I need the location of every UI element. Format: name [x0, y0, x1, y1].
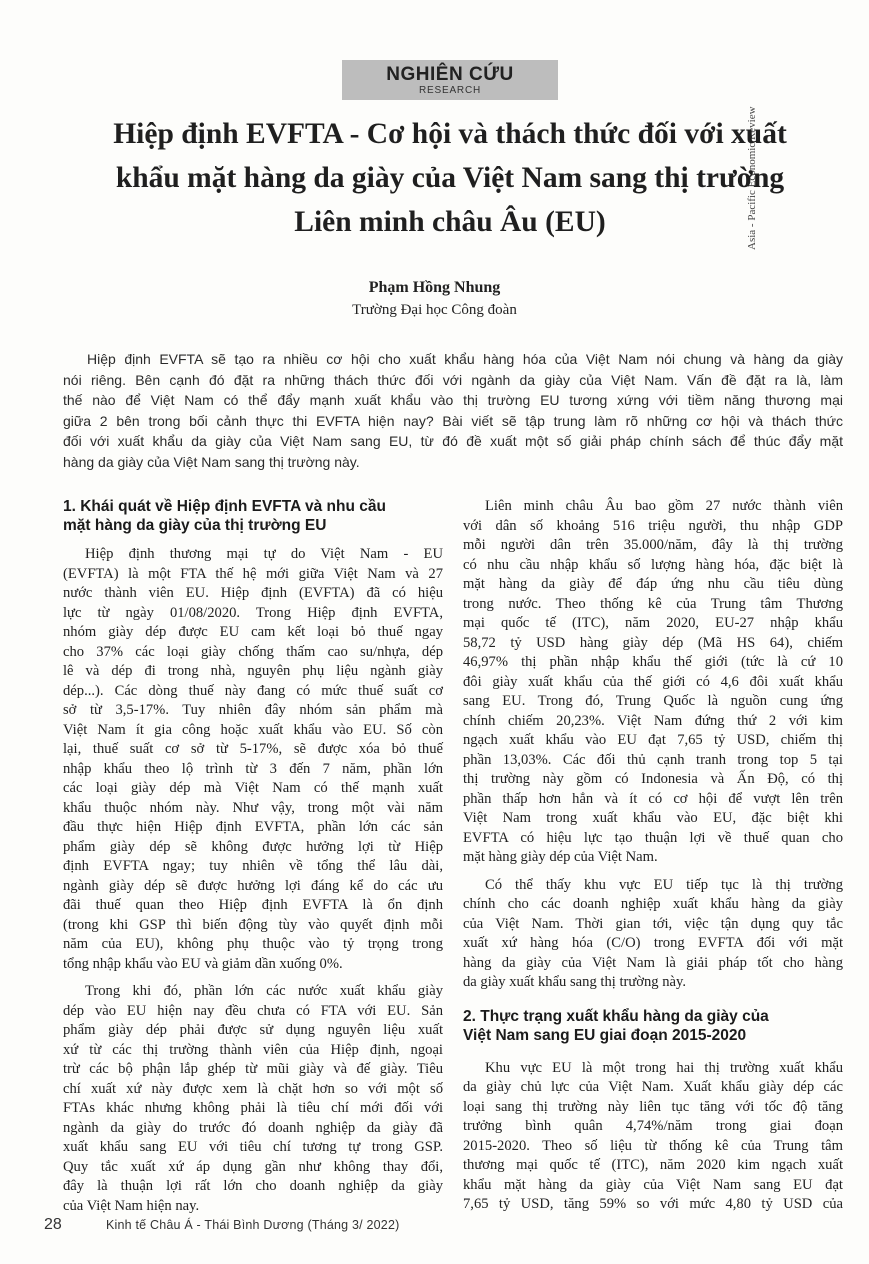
text-line: trong nước. Theo thống kê của Trung tâm Thương: [463, 595, 843, 612]
text-line: Việt Nam trong xuất khẩu vào EU, đặc biệt khi: [463, 810, 843, 826]
title-line: Liên minh châu Âu (EU): [294, 206, 606, 238]
text-line: lực từ ngày 01/08/2020. Trong Hiệp định EVFTA,: [63, 604, 443, 621]
text-line: 7,65 tỷ USD, tăng 59% so với mức 4,80 tỷ USD của: [463, 1196, 843, 1212]
text-line: các loại giày dép mà Việt Nam có thế mạnh xuất: [63, 780, 443, 796]
text-line: phẩm giày dép sẽ không được hưởng lợi từ Hiệp: [63, 838, 443, 855]
text-line: chí xuất xứ này được xem là chặt hơn so với một số: [63, 1080, 443, 1097]
text-line: của Việt Nam. Thời gian tới, việc tận dụng quy tắc: [463, 915, 843, 932]
abstract-line: hàng da giày của Việt Nam sang thị trường này.: [63, 453, 360, 470]
text-line: ngành da giày do trước đó doanh nghiệp da giày đã: [63, 1119, 443, 1136]
text-line: phần 13,03%. Các đối thủ cạnh tranh trong top 5 tại: [463, 751, 843, 768]
section-1-heading: [63, 497, 443, 535]
text-line: tổng nhập khẩu vào EU và giảm dần xuống 0%.: [63, 955, 343, 972]
author-affiliation: Trường Đại học Công đoàn: [352, 302, 517, 318]
abstract-line: nói riêng. Bên cạnh đó đặt ra những thách thức đối với ngành da giày của Việt Nam. Vấn đề đặt ra là, làm: [63, 371, 843, 388]
text-line: có nhu cầu nhập khẩu số lượng hàng hóa, đặc biệt là: [463, 556, 843, 573]
left-paragraph-1: [63, 545, 443, 974]
section-tag-main: NGHIÊN CỨU: [386, 64, 514, 85]
text-line: đôi giày xuất khẩu của thế giới có 4,6 đôi xuất khẩu: [463, 673, 843, 690]
text-line: của Việt Nam hiện nay.: [63, 1197, 200, 1214]
abstract-line: thế nào để Việt Nam có thể đẩy mạnh xuất khẩu vào thị trường EU tương xứng với tiềm năng thương mại: [63, 392, 843, 409]
text-line: trưởng bình quân 4,74%/năm trong giai đoạn: [463, 1118, 843, 1134]
text-line: xứ từ các thị trường thành viên của Hiệp định, ngoại: [63, 1041, 443, 1058]
text-line: 58,72 tỷ USD hàng giày dép (Mã HS 64), chiếm: [463, 634, 843, 651]
right-column: [463, 497, 843, 1215]
text-line: dép vào EU hiện nay đều chưa có FTA với EU. Sản: [63, 1002, 443, 1019]
text-line: dép...). Các dòng thuế này đang có mức thuế suất cơ: [63, 682, 443, 699]
text-line: trừ các bộ phận lắp ghép từ mũi giày và đế giày. Tiêu: [63, 1061, 443, 1077]
abstract-line: giữa 2 bên trong bối cảnh thực thi EVFTA hiện nay? Bài viết sẽ tập trung làm rõ những cơ hội và thách thức: [63, 412, 843, 429]
page-number: 28: [44, 1216, 62, 1233]
section-tag-sub: RESEARCH: [419, 85, 481, 96]
text-line: xuất xứ hàng hóa (C/O) trong EVFTA đối với mặt: [463, 935, 843, 951]
text-line: hàng da giày của Việt Nam là giải pháp tốt cho hàng: [463, 954, 843, 971]
text-line: sang EU. Trong đó, Trung Quốc là nguồn cung ứng: [463, 693, 843, 709]
left-paragraph-2: [63, 982, 443, 1216]
text-line: xuất khẩu sang EU với tiêu chí tương tự trong GSP.: [63, 1139, 443, 1155]
text-line: EVFTA có hiệu lực tạo thuận lợi về thuế quan cho: [463, 829, 843, 846]
text-line: mỗi người dân trên 35.000/năm, đây là thị trường: [463, 537, 843, 553]
side-journal-name: Asia - Pacific Economic Review: [746, 106, 758, 250]
text-line: da giày xuất khẩu sang thị trường này.: [463, 974, 686, 990]
text-line: Liên minh châu Âu bao gồm 27 nước thành viên: [485, 498, 843, 514]
text-line: khẩu mặt hàng da giày của Việt Nam sang EU đạt: [463, 1176, 843, 1193]
text-line: đầu thực hiện Hiệp định EVFTA, phần lớn các sản: [63, 819, 443, 835]
right-paragraph-2: [463, 876, 843, 993]
text-line: Trong khi đó, phần lớn các nước xuất khẩu giày: [85, 983, 443, 999]
text-line: nhập khẩu theo lộ trình từ 3 đến 7 năm, phần lớn: [63, 760, 443, 777]
text-line: phần thấp hơn hẳn và ít có cơ hội để vượt lên trên: [463, 790, 843, 807]
author-name: Phạm Hồng Nhung: [368, 279, 501, 296]
text-line: Việt Nam ít gia công hoặc xuất khẩu vào EU. Số còn: [63, 721, 443, 738]
text-line: đây là thuận lợi rất lớn cho doanh nghiệp da giày: [63, 1178, 443, 1194]
abstract-line: đối với xuất khẩu da giày của Việt Nam sang EU, từ đó đề xuất một số giải pháp chính sách để thúc đẩy mặt: [63, 433, 843, 450]
abstract-line: Hiệp định EVFTA sẽ tạo ra nhiều cơ hội cho xuất khẩu hàng hóa của Việt Nam nói chung và hàng da giày: [87, 351, 843, 367]
section-2-heading: [463, 1007, 843, 1045]
text-line: nhóm giày dép được EU cam kết loại bỏ thuế ngay: [63, 624, 443, 640]
page-footer: [0, 1216, 869, 1236]
text-line: ngành giày dép sẽ được hưởng lợi đáng kể do các ưu: [63, 877, 443, 894]
text-line: cho 37% các loại giày chống thấm cao su/nhựa, dép: [63, 643, 443, 660]
section-tag: [342, 60, 558, 100]
text-line: khẩu thuộc nhóm này. Như vậy, trong một vài năm: [63, 799, 443, 816]
text-line: FTAs khác nhưng không phải là tiêu chí mới đối với: [63, 1100, 443, 1116]
text-line: thương mại quốc tế (ITC), năm 2020 kim ngạch xuất: [463, 1157, 843, 1173]
text-line: (trong khi GSP thì biến động tùy vào quyết định mỗi: [63, 916, 443, 933]
text-line: Quy tắc xuất xứ áp dụng gần như không thay đổi,: [63, 1158, 443, 1175]
text-line: sở từ 3,5-17%. Tuy nhiên đây nhóm sản phẩm mà: [63, 702, 443, 718]
heading-line: 1. Khái quát về Hiệp định EVFTA và nhu cầu: [63, 498, 386, 515]
heading-line: 2. Thực trạng xuất khẩu hàng da giày của: [463, 1007, 769, 1025]
text-line: phẩm giày dép phải được sử dụng nguyên liệu xuất: [63, 1022, 443, 1038]
text-line: định EVFTA ngay; tuy nhiên về tổng thể lâu dài,: [63, 858, 443, 874]
abstract: [63, 349, 843, 473]
right-paragraph-3: [463, 1059, 843, 1215]
text-line: chính chiếm 20,23%. Việt Nam đứng thứ 2 với kim: [463, 712, 843, 729]
text-line: ngạch xuất khẩu vào EU đạt 7,65 tỷ USD, chiếm thị: [463, 732, 843, 748]
text-line: lại, thuế suất cơ sở từ 5-17%, sẽ được xóa bỏ thuế: [63, 741, 443, 757]
left-column: [63, 497, 443, 1216]
text-line: 46,97% thị phần nhập khẩu thế giới (tức là cứ 10: [463, 654, 843, 670]
text-line: Khu vực EU là một trong hai thị trường xuất khẩu: [485, 1059, 843, 1076]
article-title: [50, 112, 850, 244]
title-line: Hiệp định EVFTA - Cơ hội và thách thức đối với xuất: [113, 118, 787, 150]
right-paragraph-1: [463, 497, 843, 868]
text-line: với dân số khoảng 516 triệu người, thu nhập GDP: [463, 517, 843, 534]
text-line: mặt hàng giày dép của Việt Nam.: [463, 849, 658, 865]
heading-line: Việt Nam sang EU giai đoạn 2015-2020: [463, 1026, 747, 1044]
footer-journal: Kinh tế Châu Á - Thái Bình Dương (Tháng 3/ 2022): [106, 1218, 400, 1232]
text-line: nước thành viên EU. Hiệp định (EVFTA) đã có hiệu: [63, 585, 443, 601]
text-line: (EVFTA) là một FTA thế hệ mới giữa Việt Nam và 27: [63, 565, 443, 582]
text-line: lê và dép đi trong nhà, nguyên phụ liệu ngành giày: [63, 663, 443, 679]
text-line: năm của EU), không phụ thuộc vào tỷ trọng trong: [63, 936, 443, 952]
text-line: loại sang thị trường này liên tục tăng với tốc độ tăng: [463, 1098, 843, 1115]
heading-line: mặt hàng da giày của thị trường EU: [63, 517, 327, 534]
text-line: mặt hàng da giày để đáp ứng nhu cầu tiêu dùng: [463, 576, 843, 592]
title-line: khẩu mặt hàng da giày của Việt Nam sang thị trường: [115, 162, 785, 194]
text-line: da giày chủ lực của Việt Nam. Xuất khẩu giày dép các: [463, 1079, 843, 1095]
text-line: 2015-2020. Theo số liệu từ thống kê của Trung tâm: [463, 1137, 843, 1154]
text-line: đãi thuế quan theo Hiệp định EVFTA là ổn định: [63, 897, 443, 913]
text-line: thị trường này gồm có Indonesia và Ấn Độ, có thị: [463, 771, 843, 787]
text-line: mại quốc tế (ITC), năm 2020, EU-27 nhập khẩu: [463, 615, 843, 631]
text-line: Hiệp định thương mại tự do Việt Nam - EU: [85, 546, 443, 562]
text-line: chính cho các doanh nghiệp xuất khẩu hàng da giày: [463, 896, 843, 912]
text-line: Có thể thấy khu vực EU tiếp tục là thị trường: [485, 876, 843, 893]
